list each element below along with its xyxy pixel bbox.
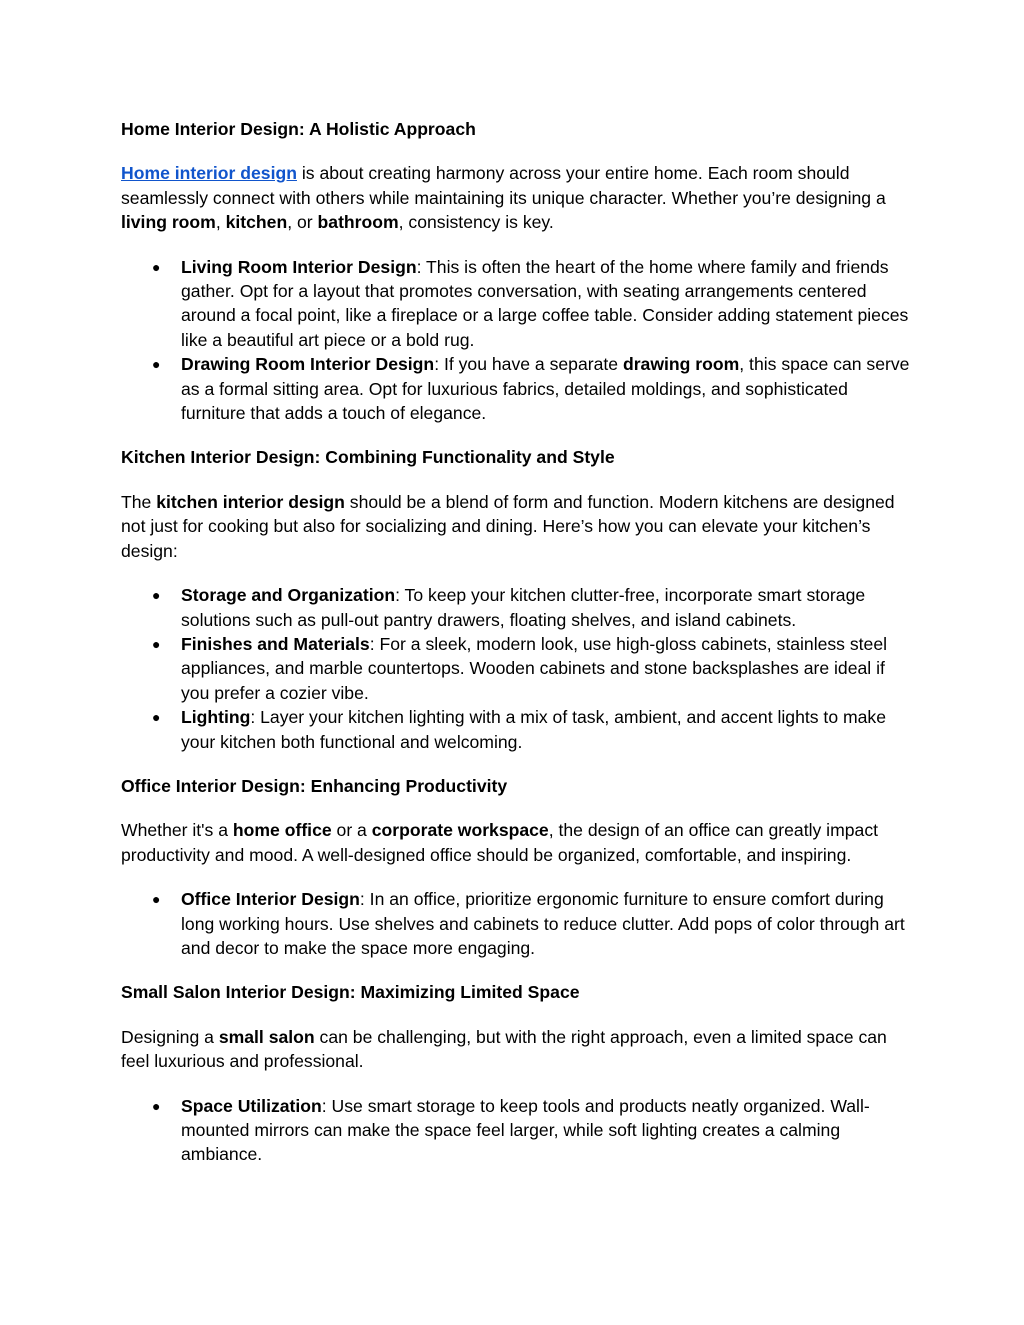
list-item: ● Storage and Organization: To keep your kitchen clutter-free, incorporate smart storage solutions such as pull-out pantry drawers, floating shelves, and island cabinets. <box>152 585 866 630</box>
list-item: ● Office Interior Design: In an office, prioritize ergonomic furniture to ensure comfort during long working hours. Use shelves and cabinets to reduce clutter. Add pops of color through art and decor to make the space more engaging. <box>152 889 905 958</box>
section-heading-home-interior: Home Interior Design: A Holistic Approach <box>121 119 476 139</box>
office-list <box>121 887 911 960</box>
paragraph-home-interior: Home interior design is about creating harmony across your entire home. Each room should seamlessly connect with others while maintaining its unique character. Whether you’re designing a living room, kitchen, or bathroom, consistency is key. <box>121 163 886 233</box>
bullet-icon: ● <box>152 709 161 726</box>
paragraph-small-salon: Designing a small salon can be challenging, but with the right approach, even a limited space can feel luxurious and professional. <box>121 1026 887 1072</box>
paragraph-office: Whether it's a home office or a corporate workspace, the design of an office can greatly impact productivity and mood. A well-designed office should be organized, comfortable, and inspiring. <box>121 820 878 865</box>
bullet-icon: ● <box>152 356 161 373</box>
small-salon-list <box>121 1094 911 1167</box>
list-item: ● Finishes and Materials: For a sleek, modern look, use high-gloss cabinets, stainless steel appliances, and marble countertops. Wooden cabinets and stone backsplashes are ideal if you prefer a cozier vibe. <box>152 633 888 703</box>
list-item: ● Lighting: Layer your kitchen lighting with a mix of task, ambient, and accent lights to make your kitchen both functional and welcoming. <box>152 707 887 752</box>
list-item: ● Living Room Interior Design: This is often the heart of the home where family and friends gather. Opt for a layout that promotes conversation, with seating arrangements centered around a focal point, like a fireplace or a large coffee table. Consider adding statement pieces like a beautiful art piece or a bold rug. <box>152 256 909 350</box>
kitchen-list <box>121 583 911 754</box>
bullet-icon: ● <box>152 587 161 604</box>
bullet-icon: ● <box>152 635 161 652</box>
bullet-icon: ● <box>152 891 161 908</box>
list-item: ● Space Utilization: Use smart storage to keep tools and products neatly organized. Wall-mounted mirrors can make the space feel larger, while soft lighting creates a calming ambiance. <box>152 1095 870 1165</box>
list-item: ● Drawing Room Interior Design: If you have a separate drawing room, this space can serve as a formal sitting area. Opt for luxurious fabrics, detailed moldings, and sophisticated furniture that adds a touch of elegance. <box>152 354 910 424</box>
section-heading-small-salon: Small Salon Interior Design: Maximizing Limited Space <box>121 982 580 1003</box>
home-interior-list <box>121 255 911 426</box>
section-heading-office: Office Interior Design: Enhancing Productivity <box>121 775 508 796</box>
section-heading-kitchen: Kitchen Interior Design: Combining Functionality and Style <box>121 447 615 468</box>
bullet-icon: ● <box>152 1097 161 1114</box>
bullet-icon: ● <box>152 258 161 275</box>
document-body <box>121 117 911 1187</box>
paragraph-kitchen: The kitchen interior design should be a blend of form and function. Modern kitchens are designed not just for cooking but also for socializing and dining. Here’s how you can elevate your kitchen’s design: <box>121 491 895 561</box>
home-interior-design-link[interactable]: Home interior design <box>121 163 297 184</box>
